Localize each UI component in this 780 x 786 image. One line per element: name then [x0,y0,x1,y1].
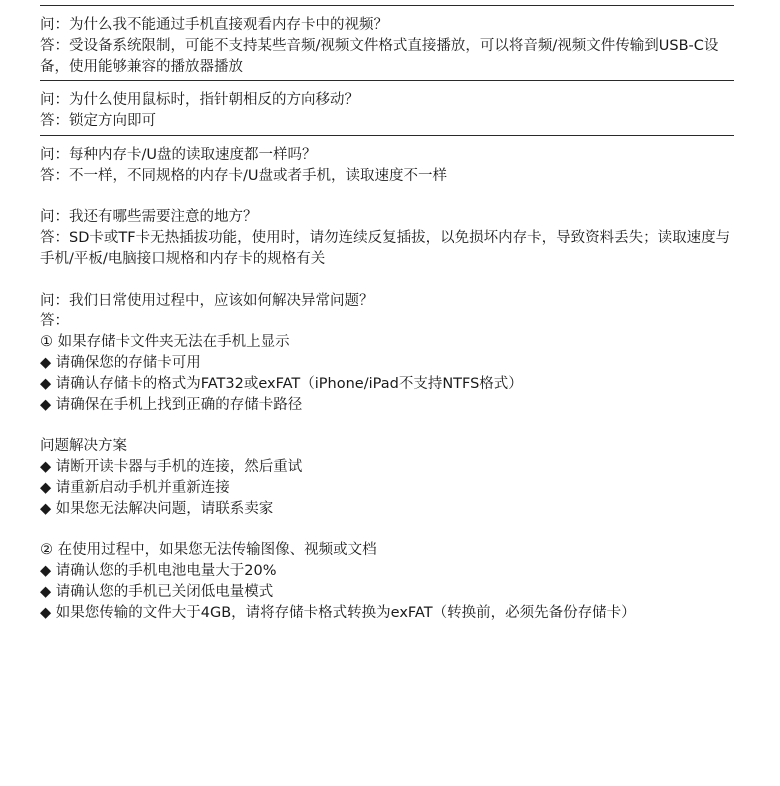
solution-title: 问题解决方案 [40,438,127,455]
list-item: ◆ 请断开读卡器与手机的连接，然后重试 [40,458,303,475]
answer-text: 答：受设备系统限制，可能不支持某些音频/视频文件格式直接播放，可以将音频/视频文件传输到USB-C设备，使用能够兼容的播放器播放 [40,37,719,75]
list-item: ◆ 请确认您的手机已关闭低电量模式 [40,583,274,600]
question-text: 问：为什么我不能通过手机直接观看内存卡中的视频？ [40,17,388,33]
question-text: 问：我们日常使用过程中，应该如何解决异常问题？ [40,292,374,309]
faq-document [40,0,734,626]
list-item: ◆ 如果您传输的文件大于4GB，请将存储卡格式转换为exFAT（转换前，必须先备份存储卡） [40,604,636,621]
list-item: ◆ 请重新启动手机并重新连接 [40,479,230,496]
case-title: ① 如果存储卡文件夹无法在手机上显示 [40,334,290,351]
spacer [40,415,734,436]
spacer [40,519,734,540]
answer-text: 答：不一样，不同规格的内存卡/U盘或者手机，读取速度不一样 [40,167,447,184]
list-item: ◆ 请确保在手机上找到正确的存储卡路径 [40,396,303,413]
list-item: ◆ 请确认存储卡的格式为FAT32或exFAT（iPhone/iPad不支持NTFS格式） [40,375,523,392]
answer-text: 答： [40,313,69,330]
question-text: 问：每种内存卡/U盘的读取速度都一样吗？ [40,146,317,163]
faq-section-rest [40,136,734,626]
faq-item-1 [40,6,734,80]
spacer [40,270,734,291]
list-item: ◆ 请确保您的存储卡可用 [40,354,201,371]
faq-item-2 [40,81,734,135]
case-title: ② 在使用过程中，如果您无法传输图像、视频或文档 [40,542,377,559]
list-item: ◆ 如果您无法解决问题，请联系卖家 [40,500,274,517]
answer-text: 答：SD卡或TF卡无热插拔功能，使用时，请勿连续反复插拔，以免损坏内存卡，导致资料丢失；读取速度与手机/平板/电脑接口规格和内存卡的规格有关 [40,230,731,267]
answer-text: 答：锁定方向即可 [40,113,156,130]
question-text: 问：我还有哪些需要注意的地方？ [40,209,258,226]
spacer [40,187,734,208]
list-item: ◆ 请确认您的手机电池电量大于20% [40,562,277,579]
question-text: 问：为什么使用鼠标时，指针朝相反的方向移动？ [40,92,359,109]
